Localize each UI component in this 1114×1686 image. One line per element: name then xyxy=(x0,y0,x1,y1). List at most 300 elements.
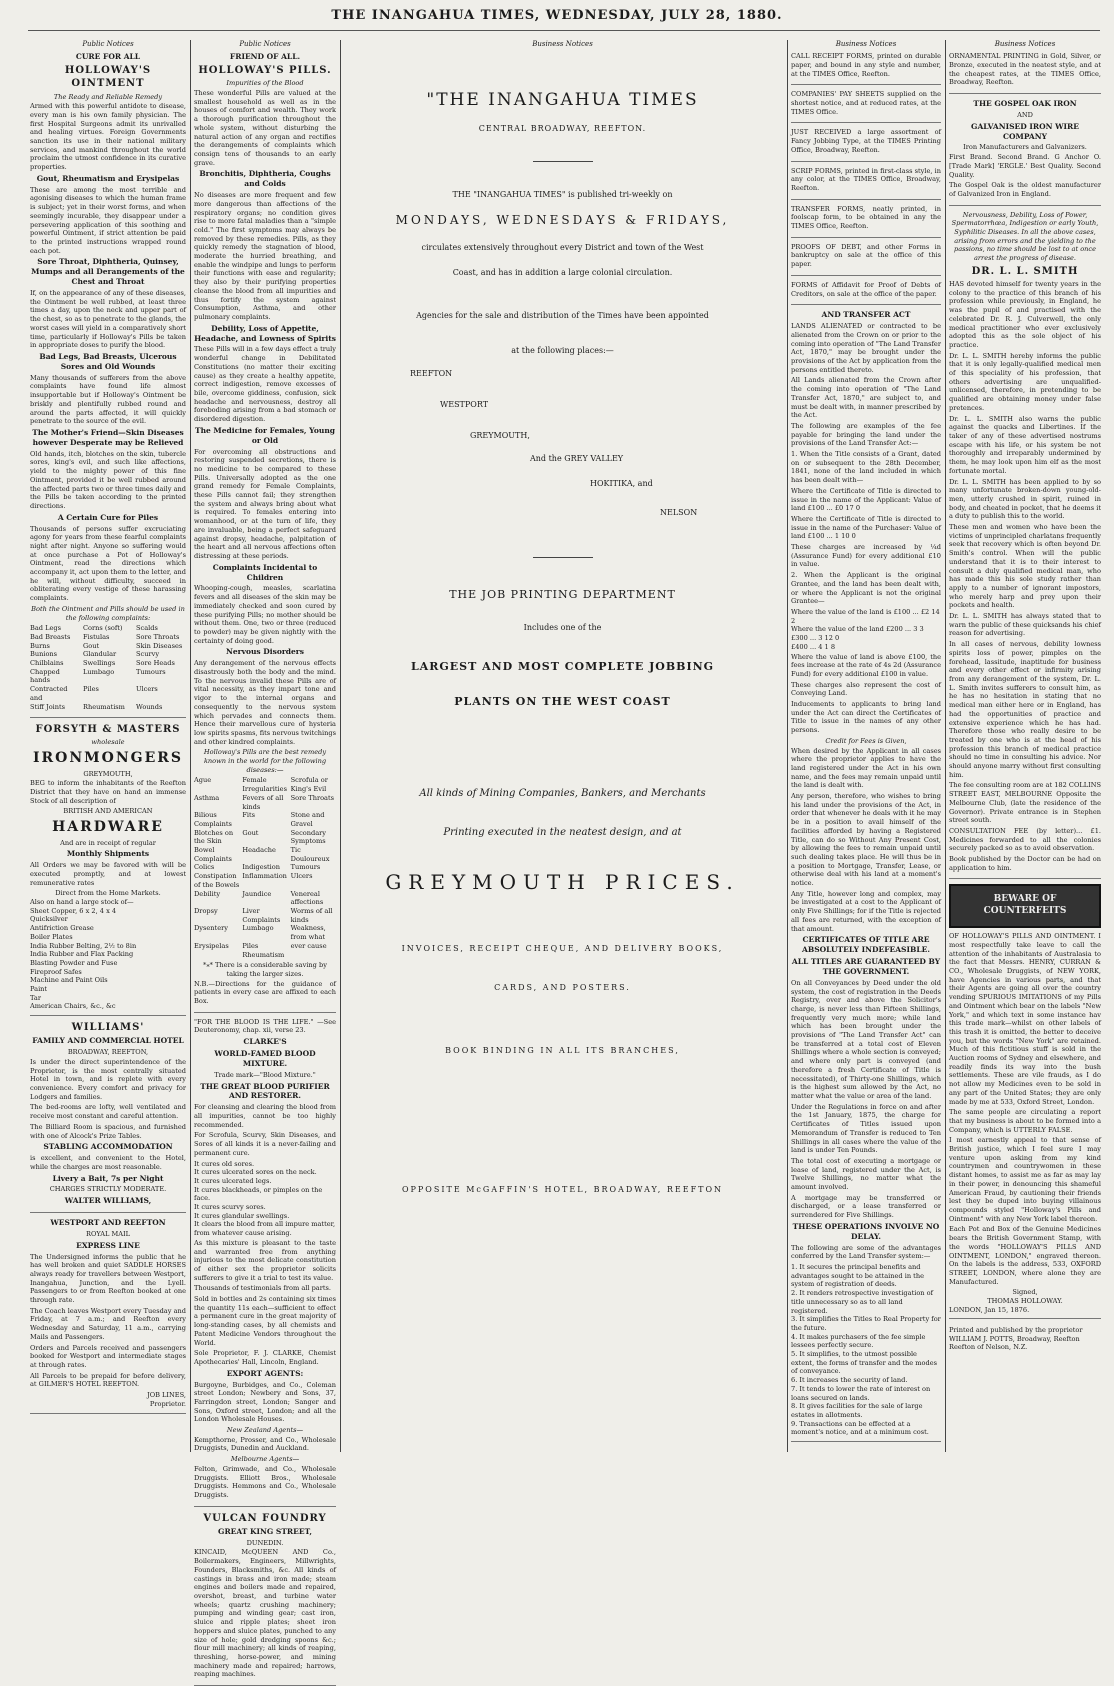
list-item: Tumours xyxy=(136,667,166,676)
ad-list-heading: Holloway's Pills are the best remedy known in the world for the following diseases:— xyxy=(203,748,327,774)
ad-paragraph: The fee consulting room are at 182 COLLINS STREET EAST, MELBOURNE Opposite the Melbourne Club, (late the residence of the Governor). Private entrance is in Stephen street south. xyxy=(949,781,1101,825)
ad-line: Direct from the Home Markets. xyxy=(55,889,161,898)
column-heading: Public Notices xyxy=(82,40,134,48)
largest-line: LARGEST AND MOST COMPLETE JOBBING xyxy=(410,660,715,673)
list-item: Piles xyxy=(83,685,99,694)
list-item: Ulcers xyxy=(290,872,313,881)
list-item: Indigestion xyxy=(242,863,280,872)
agency-town: WESTPORT xyxy=(440,400,489,409)
clarke-blood-mixture-ad xyxy=(194,1018,336,1507)
masthead-rule xyxy=(28,30,1100,31)
ad-line: And are in receipt of regular xyxy=(60,838,156,847)
list-item: Constipation of the Bowels xyxy=(194,872,240,889)
ad-paragraph: The following are some of the advantages conferred by the Land Transfer system:— xyxy=(791,1243,941,1261)
advantages-list xyxy=(791,1263,941,1437)
list-item: Headache xyxy=(242,846,276,855)
ad-paragraph: Dr. L. L. SMITH hereby informs the public that it is only legally-qualified medical men of this speciality of his profession, that others advertising are unqualified-unlicensed, therefore, in pretending to be qualified are obtaining money under false pretences. xyxy=(949,351,1101,412)
ad-paragraph: TRANSFER FORMS, neatly printed, in foolscap form, to be obtained in any the TIMES Office, Reefton. xyxy=(791,204,941,231)
fees-list xyxy=(791,608,941,652)
counterfeits-banner: BEWARE OF COUNTERFEITS xyxy=(949,884,1101,928)
times-title: "THE INANGAHUA TIMES xyxy=(426,90,699,110)
list-item: Dysentery xyxy=(194,924,228,933)
agency-town: GREYMOUTH, xyxy=(470,431,530,440)
list-item: £400 ... 4 1 8 xyxy=(791,642,836,651)
list-item: Piles xyxy=(242,941,259,950)
column-2 xyxy=(194,40,336,1679)
circulation-line: circulates extensively throughout every District and town of the West xyxy=(421,243,704,252)
list-item: Bad Breasts xyxy=(30,632,71,641)
ad-subtitle: wholesale xyxy=(91,738,125,747)
list-item: Bowel Complaints xyxy=(194,846,232,863)
list-item: 4. It makes purchasers of the fee simple lessees perfectly secure. xyxy=(791,1332,926,1350)
ad-verse: "FOR THE BLOOD IS THE LIFE." —See Deuteronomy, chap. xii, verse 23. xyxy=(194,1017,336,1035)
publication-line: THE "INANGAHUA TIMES" is published tri-weekly on xyxy=(452,190,673,199)
ad-paragraph: Dr. L. L. SMITH has always stated that to warn the public of these quicksands his chief reason for advertising. xyxy=(949,612,1101,638)
list-item: Rheumatism xyxy=(83,702,125,711)
ad-paragraph: BEG to inform the inhabitants of the Reefton District that they have on hand an immense Stock of all description of xyxy=(30,779,186,805)
ad-town: DUNEDIN. xyxy=(246,1538,284,1547)
ad-paragraph: Dr. L. L. SMITH also warns the public against the quacks and Libertines. If the taker of any of these advertised nostrums escape with his life, or his system be not thoroughly and irreparably undermined by them, he may look upon him elf as the most fortunate mortal. xyxy=(949,414,1101,475)
list-item: Jaundice xyxy=(242,889,272,898)
complaints-list xyxy=(30,624,186,711)
ad-subtitle: GREAT KING STREET, xyxy=(218,1526,312,1536)
list-item: Asthma xyxy=(194,793,220,802)
ad-paragraph: Inducements to applicants to bring land under the Act can direct the Certificates of Title to issue in the names of any other persons. xyxy=(791,700,941,735)
column-divider xyxy=(945,40,946,1452)
small-ad xyxy=(791,90,941,123)
list-item: Inflammation xyxy=(242,872,287,881)
list-item: Rheumatism xyxy=(242,950,285,959)
printer-imprint: Printed and published by the proprietor WILLIAM J. POTTS, Broadway, Reefton Reefton of Nelson, N.Z. xyxy=(949,1326,1083,1352)
ad-subhead: New Zealand Agents— xyxy=(226,1426,304,1435)
ad-list-heading: Both the Ointment and Pills should be used in the following complaints: xyxy=(31,604,185,622)
ornamental-printing-ad xyxy=(949,52,1101,94)
binding-line: BOOK BINDING IN ALL ITS BRANCHES, xyxy=(445,1046,680,1055)
ad-title: CLARKE'S xyxy=(243,1037,287,1047)
list-item: Scalds xyxy=(136,624,158,633)
plants-line: PLANTS ON THE WEST COAST xyxy=(454,695,671,708)
ad-paragraph: The bed-rooms are lofty, well ventilated and receive most constant and careful attention. xyxy=(30,1103,186,1121)
list-item: Paint xyxy=(30,985,48,994)
ad-title: HOLLOWAY'S OINTMENT xyxy=(64,65,152,90)
vulcan-foundry-ad xyxy=(194,1512,336,1686)
ad-subhead: THE GREAT BLOOD PURIFIER AND RESTORER. xyxy=(200,1081,330,1101)
list-item: Dropsy xyxy=(194,906,218,915)
list-item: Sore Heads xyxy=(136,659,175,668)
ad-paragraph: Where the value of land is above £100, the fees increase at the rate of 4s 2d (Assurance Fund) for every additional £100 in value. xyxy=(791,652,941,678)
times-address: CENTRAL BROADWAY, REEFTON. xyxy=(478,124,647,133)
ad-paragraph: The total cost of executing a mortgage or lease of land, registered under the Act, is Twelve Shillings, no matter what the amount involved. xyxy=(791,1156,941,1192)
ad-paragraph: As this mixture is pleasant to the taste and warranted free from anything injurious to the most delicate constitution of either sex the proprietor solicits sufferers to give it a trial to test its value. xyxy=(194,1238,336,1282)
printing-line: Printing executed in the neatest design, and at xyxy=(443,827,682,838)
includes-line: Includes one of the xyxy=(523,623,602,632)
ad-signature: THOMAS HOLLOWAY. xyxy=(987,1297,1063,1306)
ad-kicker: CURE FOR ALL xyxy=(75,52,141,62)
ad-paragraph: These Pills will in a few days effect a truly wonderful change in Debilitated Constitutions (no matter their exciting cause) as they create a healthy appetite, correct indigestion, remove excesses of bile, overcome giddiness, confusion, sick headache and nervousness, destroy all foreboding arising from a bad stomach or disordered digestion. xyxy=(194,345,336,424)
ad-title: WESTPORT AND REEFTON xyxy=(50,1218,166,1228)
ad-paragraph: If, on the appearance of any of these diseases, the Ointment be well rubbed, at least three times a day, upon the neck and upper part of the chest, so as to penetrate to the glands, the worst cases will yield in a comparatively short time, particularly if Holloway's Pills be taken in appropriate doses to purify the blood. xyxy=(30,289,186,350)
forsyth-masters-ad xyxy=(30,723,186,1016)
ad-paragraph: Where the Certificate of Title is directed to issue in the name of the Purchaser: Value of land £100 ... 1 10 0 xyxy=(791,514,941,541)
column-1 xyxy=(30,40,186,1454)
list-item: Liver Complaints xyxy=(242,906,281,924)
ad-subtitle: ROYAL MAIL xyxy=(86,1229,130,1238)
ad-subhead: Gout, Rheumatism and Erysipelas xyxy=(36,173,180,183)
list-item: Ague xyxy=(194,776,212,785)
cards-line: CARDS, AND POSTERS. xyxy=(494,983,631,992)
list-item: Scurvy xyxy=(136,650,160,659)
ad-paragraph: The same people are circulating a report that my business is about to be formed into a Company, which is UTTERLY FALSE. xyxy=(949,1108,1101,1134)
ad-paragraph: CONSULTATION FEE (by letter)... £1. Medicines forwarded to all the colonies securely packed so as to avoid observation. xyxy=(949,826,1101,853)
ad-paragraph: These charges are increased by ¼d (Assurance Fund) for every additional £10 in value. xyxy=(791,543,941,569)
ad-paragraph: Armed with this powerful antidote to disease, every man is his own family physician. The first Hospital Surgeons admit its unrivalled and healing virtues. Foreign Governments sanction its use in their national military services, and mankind throughout the world proclaim the utmost confidence in its curative properties. xyxy=(30,102,186,172)
list-item: 6. It increases the security of land. xyxy=(791,1376,908,1385)
small-ad xyxy=(791,205,941,238)
ad-town: GREYMOUTH, xyxy=(83,769,133,778)
ad-subhead: CERTIFICATES OF TITLE ARE ABSOLUTELY INDEFEASIBLE. xyxy=(802,935,930,955)
list-item: Female Irregularities xyxy=(242,776,287,794)
ad-note: *⁎* There is a considerable saving by taking the larger sizes. xyxy=(203,961,327,978)
times-advertisement xyxy=(340,40,785,1454)
ad-paragraph: Orders and Parcels received and passengers booked for Westport and intermediate stages at through rates. xyxy=(30,1343,186,1369)
ad-paragraph: Under the Regulations in force on and after the 1st January, 1875, the charge for Certificates of Titles issued upon Memorandum of Transfer is reduced to Ten Shillings in all cases where the value of the land is under Ten Pounds. xyxy=(791,1102,941,1155)
list-item: It cures glandular swellings. xyxy=(194,1211,290,1220)
small-ad xyxy=(791,167,941,200)
ad-paragraph: The Undersigned informs the public that he has well broken and quiet SADDLE HORSES always ready for travellers between Westport, Inangahua, Junction, and the Lyell. Passengers to or from Reefton booked at one through rate. xyxy=(30,1252,186,1305)
ad-line: CHARGES STRICTLY MODERATE. xyxy=(49,1185,167,1194)
list-item: Tic Douloureux xyxy=(290,846,330,863)
ad-paragraph: PROOFS OF DEBT, and other Forms in bankruptcy on sale at the office of this paper. xyxy=(791,242,941,269)
places-heading: at the following places:— xyxy=(511,346,614,355)
ad-paragraph: For Scrofula, Scurvy, Skin Diseases, and Sores of all kinds it is a never-failing and permanent cure. xyxy=(194,1131,336,1157)
ad-subhead: Monthly Shipments xyxy=(66,849,150,859)
all-kinds-line: All kinds of Mining Companies, Bankers, and Merchants xyxy=(419,788,706,799)
stock-list xyxy=(30,907,186,1011)
column-heading: Public Notices xyxy=(239,40,291,48)
ornament-rule xyxy=(533,161,593,162)
ad-paragraph: No diseases are more frequent and few more dangerous than affections of the respiratory organs; no condition gives rise to more fatal maladies than a "simple cold." The first symptoms may always be removed by these remedies. Pills, as they quickly remedy the stagnation of blood, moderate the hurried breathing, and enable the windpipe and lungs to perform their functions with ease and regularity; they also by their purifying properties cleanse the blood from all impurities and thus fortify the system against Consumption, Asthma, and other pulmonary complaints. xyxy=(194,191,336,321)
ad-subhead: Melbourne Agents— xyxy=(230,1455,300,1464)
ad-paragraph: LANDS ALIENATED or contracted to be alienated from the Crown on or prior to the coming into operation of "The Land Transfer Act, 1870," may be brought under the provisions of the Act by application from the persons entitled thereto. xyxy=(791,322,941,374)
ad-paragraph: Each Pot and Box of the Genuine Medicines bears the British Government Stamp, with the words "HOLLOWAY'S PILLS AND OINTMENT, LONDON," engraved thereon. On the labels is the address, 533, OXFORD STREET, LONDON, where alone they are Manufactured. xyxy=(949,1225,1101,1286)
list-item: Erysipelas xyxy=(194,941,229,950)
list-item: Skin Diseases xyxy=(136,641,183,650)
ad-paragraph: CALL RECEIPT FORMS, printed on durable paper, and bound in any style and number, at the TIMES Office, Reefton. xyxy=(791,52,941,78)
williams-hotel-ad xyxy=(30,1021,186,1213)
ad-paragraph: These men and women who have been the victims of unprincipled charlatans frequently seek that recovery which is often beyond Dr. Smith's control. When will the public understand that it is to their interest to consult a duly qualified medical man, who has made this his sole study rather than apply to a number of ignorant impostors, who merely harp and prey upon their pockets and health. xyxy=(949,523,1101,610)
agency-town: NELSON xyxy=(660,508,698,517)
ad-subhead: Bronchitis, Diphtheria, Coughs and Colds xyxy=(199,169,331,189)
ad-subhead: Nervous Disorders xyxy=(226,647,304,657)
list-item: American Chairs, &c., &c xyxy=(30,1002,116,1011)
list-item: Ulcers xyxy=(136,685,158,694)
ad-paragraph: The Billiard Room is spacious, and furnished with one of Alcock's Prize Tables. xyxy=(30,1122,186,1140)
ad-headline: IRONMONGERS xyxy=(32,750,184,767)
ad-subhead: Credit for Fees is Given, xyxy=(825,736,907,745)
ad-paragraph: Any person, therefore, who wishes to bring his land under the provisions of the Act, in order that whenever he deals with it he may be in a position to avail himself of the facilities afforded by having a Registered Title, can do so Without Any Present Cost, by allowing the fees to remain unpaid until such dealing takes place. He will thus be in a position to Mortgage, Transfer, Lease, or otherwise deal with his land at a moment's notice. xyxy=(791,792,941,888)
column-4 xyxy=(791,40,941,1454)
small-ad xyxy=(791,52,941,85)
ad-paragraph: SCRIP FORMS, printed in first-class style, in any color, at the TIMES Office, Broadway, Reefton. xyxy=(791,166,941,192)
agency-town: HOKITIKA, and xyxy=(590,479,653,488)
ad-paragraph: Thousands of testimonials from all parts. xyxy=(194,1284,332,1293)
ad-paragraph: FORMS of Affidavit for Proof of Debts of Creditors, on sale at the office of the paper. xyxy=(791,280,941,298)
list-item: It clears the blood from all impure matter, from whatever cause arising. xyxy=(194,1220,336,1238)
list-item: £300 ... 3 12 0 xyxy=(791,634,840,643)
publication-days: MONDAYS, WEDNESDAYS & FRIDAYS, xyxy=(395,213,730,227)
column-divider xyxy=(787,40,788,1452)
list-item: Venereal affections xyxy=(290,889,324,907)
list-item: Where the value of the land £200 ... 3 3 xyxy=(791,625,924,634)
list-item: Boiler Plates xyxy=(30,932,73,941)
list-item: Sore Throats xyxy=(290,793,335,802)
list-item xyxy=(194,951,239,960)
ad-subhead: Complaints Incidental to Children xyxy=(212,562,318,582)
column-heading: Business Notices xyxy=(994,40,1056,48)
ad-paragraph: These wonderful Pills are valued at the smallest household as well as in the houses of comfort and wealth. They work a thorough purification throughout the whole system, without disturbing the natural action of any organ and rectifies the derangements of complaints which consign tens of thousands to an early grave. xyxy=(194,89,336,167)
list-item: Debility xyxy=(194,889,221,898)
column-heading: Business Notices xyxy=(532,40,593,48)
list-item: Sore Throats xyxy=(136,632,180,641)
diseases-list xyxy=(194,776,336,959)
list-item xyxy=(291,951,336,960)
ad-note: N.B.—Directions for the guidance of patients in every case are affixed to each Box. xyxy=(194,979,336,1006)
ad-subhead: The Medicine for Females, Young or Old xyxy=(194,425,336,445)
list-item: Tumours xyxy=(290,863,321,872)
ad-headline: EXPRESS LINE xyxy=(76,1240,140,1250)
holloway-pills-ad xyxy=(194,52,336,1012)
agency-town: REEFTON xyxy=(410,369,453,378)
ad-paragraph: I most earnestly appeal to that sense of British justice, which I feel sure I may venture upon asking from my kind countrymen and countrywomen in these distant homes, to assist me as far as may lay in their power, in denouncing this shameful American Fraud, by cautioning their friends lest they be duped into buying villainous compounds styled "Holloway's Pills and Ointment" with any New York label thereon. xyxy=(949,1136,1101,1223)
ad-paragraph: Any derangement of the nervous effects disastrously both the body and the mind. To the nervous invalid these Pills are of vital necessity, as they impart tone and vigor to the internal organs and consequently to the nervous system which pervades and connects them. Hence their marvellous cure of hysteria low spirits spasms, fits nervous twitchings and other kindred complaints. xyxy=(194,659,336,746)
ad-paragraph: Kempthorne, Prosser, and Co., Wholesale Druggists, Dunedin and Auckland. xyxy=(194,1435,336,1453)
ad-title: VULCAN FOUNDRY xyxy=(203,1512,327,1524)
column-divider xyxy=(190,40,191,1452)
ad-paragraph: Old hands, itch, blotches on the skin, tubercle sores, king's evil, and such like affections, yield to the mighty power of this fine Ointment, provided it be well rubbed around the affected parts two or three times daily and the Pills be taken according to the printed directions. xyxy=(30,449,186,510)
ad-signature-role: Proprietor. xyxy=(149,1399,186,1408)
list-item: It cures scurvy sores. xyxy=(194,1203,266,1212)
ad-paragraph: Many thousands of sufferers from the above complaints have found life almost insupportable but if Holloway's Ointment be briskly and plentifully rubbed round and around the parts affected, it will quickly penetrate to the source of the evil. xyxy=(30,373,186,426)
ad-subhead: Sore Throat, Diphtheria, Quinsey, Mumps and all Derangements of the Chest and Throat xyxy=(31,257,185,287)
list-item: Sheet Copper, 6 x 2, 4 x 4 xyxy=(30,906,117,915)
ad-title: AND TRANSFER ACT xyxy=(821,310,911,320)
ad-subhead: Livery a Bait, 7s per Night xyxy=(52,1173,164,1183)
ad-title: FORSYTH & MASTERS xyxy=(35,724,181,736)
cures-list xyxy=(194,1160,336,1238)
small-ad xyxy=(791,281,941,305)
holloway-ointment-ad xyxy=(30,52,186,718)
westport-reefton-ad xyxy=(30,1218,186,1413)
list-item: Swellings xyxy=(83,659,116,668)
ad-paragraph: The following are examples of the fee payable for bringing the land under the provisions of the Land Transfer Act:— xyxy=(791,421,941,448)
ad-paragraph: Whooping-cough, measles, scarlatina fevers and all diseases of the skin may be immediately checked and soon cured by these purifying Pills; no mother should be without them. One, two or three (reduced to powder) may be given nightly with the certainty of doing good. xyxy=(194,584,336,645)
ad-paragraph: Sold in bottles and 2s containing six times the quantity 11s each—sufficient to effect a permanent cure in the great majority of long-standing cases, by all chemists and Patent Medicine Vendors throughout the World. xyxy=(194,1295,336,1347)
list-item: Wounds xyxy=(136,702,163,711)
ad-title: HOLLOWAY'S PILLS. xyxy=(198,65,332,77)
invoices-line: INVOICES, RECEIPT CHEQUE, AND DELIVERY BOOKS, xyxy=(401,944,724,953)
ad-subtitle: FAMILY AND COMMERCIAL HOTEL xyxy=(32,1036,184,1046)
ad-paragraph: Dr. L. L. SMITH has been applied to by so many unfortunate broken-down young-old-men, utterly crushed in spirit, ruined in body, and cheated in pocket, that he deems it a duty to publish this to the world. xyxy=(949,477,1101,521)
ad-title: DR. L. L. SMITH xyxy=(971,265,1079,277)
list-item: It cures ulcerated legs. xyxy=(194,1176,272,1185)
ad-subtitle: GALVANISED IRON WIRE COMPANY xyxy=(971,121,1079,141)
ad-title: WILLIAMS' xyxy=(71,1022,145,1034)
column-heading: Business Notices xyxy=(835,40,897,48)
list-item: Fits xyxy=(242,811,256,820)
ad-paragraph: On all Conveyances by Deed under the old system, the cost of registration in the Deeds Registry, over and above the Solicitor's charge, is never less than Fifteen Shillings, frequently very much more; while land which has been brought under the provisions of "The Land Transfer Act" can be transferred at a total cost of Eleven Shillings where a whole section is conveyed; and where only part is conveyed (and therefore a fresh Certificate of Title is necessitated), of Thirty-one Shillings, which is the highest sum allowed by the Act, no matter what the value or area of the land. xyxy=(791,978,941,1100)
office-address: OPPOSITE McGAFFIN'S HOTEL, BROADWAY, REEFTON xyxy=(401,1185,724,1194)
list-item: Chapped hands xyxy=(30,667,60,685)
ad-paragraph: HAS devoted himself for twenty years in the colony to the practice of this branch of his profession while previously, in England, he was the pupil of and practised with the celebrated Dr. R. J. Culverwell, the only medical practitioner who ever exclusively adopted this as the sole object of his practice. xyxy=(949,280,1101,349)
list-item: Scrofula or King's Evil xyxy=(290,776,328,794)
list-item: Where the value of the land is £100 ... £2 14 2 xyxy=(791,607,940,625)
circulation-line: Coast, and has in addition a large colonial circulation. xyxy=(452,268,673,277)
ad-paragraph: JUST RECEIVED a large assortment of Fancy Jobbing Type, at the TIMES Printing Office, Broadway, Reefton. xyxy=(791,128,941,154)
small-ad xyxy=(791,243,941,276)
ad-signature: Signed, xyxy=(1012,1288,1038,1297)
agency-town: And the GREY VALLEY xyxy=(530,454,624,463)
ad-paragraph: These charges also represent the cost of Conveying Land. xyxy=(791,680,941,698)
ad-paragraph: OF HOLLOWAY'S PILLS AND OINTMENT. I most respectfully take leave to call the attention of the inhabitants of Australasia to the fact that Messrs. HENRY, CURRAN & CO., Wholesale Druggists, of NEW YORK, have Agencies in various parts, and that their Agents are going all over the country vending SPURIOUS IMITATIONS of my Pills and Ointment which bear on the labels "New York," and which text in some instance hav this trade mark—whilst on other labels of this trash it is omitted, the better to deceive you, but the words "New York" are retained. Much of this fictitious stuff is sold in the Auction rooms of Sydney and elsewhere, and readily finds its way into the bush settlements. These are vile frauds, as I do not allow my Medicines even to be sold in any part of the United States; they are only made by me at 533, Oxford Street, London. xyxy=(949,932,1101,1106)
ad-line: Iron Manufacturers and Galvanizers. xyxy=(963,143,1087,152)
list-item: ever cause xyxy=(290,941,327,950)
ad-paragraph: For cleansing and clearing the blood from all impurities, cannot be too highly recommended. xyxy=(194,1103,336,1129)
list-item: 1. It secures the principal benefits and advantages sought to be attained in the system of registration of deeds. xyxy=(791,1263,924,1289)
holloway-warning-ad xyxy=(949,932,1101,1319)
ad-subhead: The Mother's Friend—Skin Diseases however Desperate may be Relieved xyxy=(32,427,184,447)
ad-paragraph: All Lands alienated from the Crown after the coming into operation of "The Land Transfer Act, 1870," are subject to, and must be dealt with, in manner prescribed by the Act. xyxy=(791,376,941,420)
ad-subhead: EXPORT AGENTS: xyxy=(226,1368,304,1378)
ad-paragraph: Sole Proprietor, F. J. CLARKE, Chemist Apothecaries' Hall, Lincoln, England. xyxy=(194,1349,336,1366)
ad-trademark: Trade mark—"Blood Mixture." xyxy=(214,1070,316,1079)
ad-subhead: STABLING ACCOMMODATION xyxy=(43,1142,173,1152)
ad-paragraph: A mortgage may be transferred or discharged, or a lease transferred or surrendered for Five Shillings. xyxy=(791,1193,941,1220)
list-item: Fireproof Safes xyxy=(30,967,82,976)
ad-paragraph: Nervousness, Debility, Loss of Power, Spermatorrhœa, Indigestion or early Youth, Syphilitic Diseases. In all the above cases, arising from errors and the yielding to the passions, no time should be lost to at once arrest the progress of disease. xyxy=(951,210,1099,263)
ad-paragraph: Is under the direct superintendence of the Proprietor, is the most centrally situated Hotel in town, and is replete with every convenience. Every comfort and privacy for Lodgers and families. xyxy=(30,1057,186,1101)
list-item: Bad Legs xyxy=(30,624,61,633)
ad-paragraph: The Coach leaves Westport every Tuesday and Friday, at 7 a.m.; and Reefton every Wednesday and Saturday, 11 a.m., carrying Mails and Passengers. xyxy=(30,1306,186,1341)
ad-paragraph: Book published by the Doctor can be had on application to him. xyxy=(949,855,1101,872)
ad-paragraph: All Parcels to be prepaid for before delivery, at GILMER'S HOTEL REEFTON. xyxy=(30,1371,186,1389)
small-ad xyxy=(791,128,941,161)
ad-subhead: ALL TITLES ARE GUARANTEED BY THE GOVERNMENT. xyxy=(791,957,941,976)
list-item: 7. It tends to lower the rate of interest on loans secured on lands. xyxy=(791,1384,931,1402)
ad-paragraph: is excellent, and convenient to the Hotel, while the charges are most reasonable. xyxy=(30,1154,186,1171)
ad-kicker: FRIEND OF ALL. xyxy=(229,52,301,62)
list-item: Contracted and xyxy=(30,685,68,702)
list-item: 2. It renders retrospective investigation of title unnecessary so as to all land registered. xyxy=(791,1289,934,1315)
ad-subtitle: WORLD-FAMED BLOOD MIXTURE. xyxy=(214,1049,316,1068)
list-item: Chilblains xyxy=(30,659,64,668)
list-item: 8. It gives facilities for the sale of large estates in allotments. xyxy=(791,1402,923,1419)
ad-paragraph: Any Title, however long and complex, may be investigated at a cost to the Applicant of only Five Shillings; for if the Title is rejected all fees are returned, with the exception of that amount. xyxy=(791,889,941,933)
list-item: Burns xyxy=(30,641,50,650)
list-item: 9. Transactions can be effected at a moment's notice, and at a minimum cost. xyxy=(791,1419,929,1437)
ad-paragraph: The Gospel Oak is the oldest manufacturer of Galvanized Iron in England. xyxy=(949,181,1101,198)
list-item: It cures old sores. xyxy=(194,1159,255,1168)
ad-line: Also on hand a large stock of— xyxy=(30,898,134,907)
ad-signature: JOB LINES, xyxy=(147,1391,186,1400)
list-item: Fistulas xyxy=(83,632,110,641)
ad-paragraph: First Brand. Second Brand. G Anchor O. [Trade Mark] 'ERGLE.' Best Quality. Second Quality. xyxy=(949,153,1101,179)
ad-paragraph: Thousands of persons suffer excruciating agony for years from these fearful complaints night after night. Anyone so suffering would at once purchase a Pot of Holloway's Ointment, read the directions which accompany it, act upon them to the letter, and he will, without difficulty, succeed in obliterating every vestige of these harassing complaints. xyxy=(30,524,186,603)
agencies-line: Agencies for the sale and distribution of the Times have been appointed xyxy=(416,311,709,320)
list-item: India Rubber Belting, 2½ to 8in xyxy=(30,941,137,950)
list-item: It cures blackheads, or pimples on the face. xyxy=(194,1185,323,1203)
list-item: Stone and Gravel xyxy=(290,811,325,828)
list-item: Weakness, from what xyxy=(290,924,326,942)
ad-paragraph: When desired by the Applicant in all cases where the proprietor applies to have the land registered under the Act in his own name, and the fees may remain unpaid until the land is dealt with. xyxy=(791,746,941,790)
ad-paragraph: These are among the most terrible and agonising diseases to which the human frame is subject; yet in their worst forms, and when seemingly incurable, they disappear under a persevering application of this soothing and powerful Ointment, if strict attention be paid to the printed instructions wrapped round each pot. xyxy=(30,185,186,255)
list-item: Machine and Paint Oils xyxy=(30,976,108,985)
list-item: Secondary Symptoms xyxy=(290,828,327,846)
small-ads xyxy=(791,52,941,305)
ad-paragraph: ORNAMENTAL PRINTING in Gold, Silver, or Bronze, executed in the neatest style, and at the cheapest rates, at the TIMES Office, Broadway, Reefton. xyxy=(949,52,1101,87)
ad-paragraph: KINCAID, McQUEEN AND Co., Boilermakers, Engineers, Millwrights, Founders, Blacksmiths, &c. All kinds of castings in brass and iron made; steam engines and boilers made and repaired, overshot, breast, and turbine water wheels; quartz crushing machinery; pumping and winding gear; cast iron, sluice and ripple plates; sheet iron hoppers and sluice plates, punched to any size of hole; gold dredging spoons &c.; flour mill machinery; all kinds of reaping, threshing, horse-power, and mining machinery made and repaired; harrows, reaping machines. xyxy=(194,1548,336,1679)
ad-paragraph: Felton, Grimwade, and Co., Wholesale Druggists. Elliott Bros., Wholesale Druggists. Hemmons and Co., Wholesale Druggists. xyxy=(194,1464,336,1499)
ad-subtitle: Impurities of the Blood xyxy=(226,79,304,88)
ad-subtitle: The Ready and Reliable Remedy xyxy=(53,92,163,101)
list-item: It cures ulcerated sores on the neck. xyxy=(194,1168,317,1177)
ad-paragraph: Where the Certificate of Title is directed to issue in the name of the Applicant: Value of land £100 ... £0 17 0 xyxy=(791,486,941,513)
ad-title: THE GOSPEL OAK IRON xyxy=(973,99,1077,109)
ad-paragraph: In all cases of nervous, debility lowness spirits loss of power, pimples on the forehead, lassitude, inaptitude for business and every other effect or infirmity arising from any derangement of the system, Dr. L. L. Smith invites sufferers to consult him, as he has no hesitation in stating that no medical man either here or in England, has had the opportunities of practice and extensive experience which he has had. Therefore those who really desire to be treated by one who is at the head of his profession this branch of medical practice should no time in consulting his advice. Nor should anyone marry without first consulting him. xyxy=(949,640,1101,779)
ad-signature: WALTER WILLIAMS, xyxy=(64,1196,152,1206)
list-item: Lumbago xyxy=(242,924,274,933)
dr-smith-ad xyxy=(949,211,1101,880)
list-item: Bilious Complaints xyxy=(194,811,232,828)
list-item: Quicksilver xyxy=(30,915,68,924)
ad-paragraph: COMPANIES' PAY SHEETS supplied on the shortest notice, and at reduced rates, at the TIMES Office. xyxy=(791,90,941,116)
ornament-rule xyxy=(533,557,593,558)
ad-subhead: A Certain Cure for Piles xyxy=(57,512,159,522)
ad-paragraph: Burgoyne, Burbidges, and Co., Coleman street London; Newbery and Sons, 37, Farringdon street, London; Sanger and Sons, Oxford street, London; and all the London Wholesale Houses. xyxy=(194,1380,336,1424)
list-item: Blotches on the Skin xyxy=(194,828,234,846)
list-item: Antifriction Grease xyxy=(30,924,94,933)
list-item: 3. It simplifies the Titles to Real Property for the future. xyxy=(791,1315,941,1332)
list-item: India Rubber and Flax Packing xyxy=(30,950,134,959)
list-item: Colics xyxy=(194,863,215,872)
list-item: Fevers of all kinds xyxy=(242,793,284,811)
ad-subhead: THESE OPERATIONS INVOLVE NO DELAY. xyxy=(792,1221,940,1241)
masthead: THE INANGAHUA TIMES, WEDNESDAY, JULY 28, 1880. xyxy=(331,8,783,23)
ad-paragraph: 1. When the Title consists of a Grant, dated on or subsequent to the 28th December, 1841, none of the land included in which has been dealt with— xyxy=(791,450,941,485)
list-item: Tar xyxy=(30,993,41,1002)
ad-address: BROADWAY, REEFTON, xyxy=(67,1048,149,1057)
list-item: Gout xyxy=(242,828,259,837)
list-item: 5. It simplifies, to the utmost possible extent, the forms of transfer and the modes of conveyance. xyxy=(791,1350,938,1376)
ad-line: BRITISH AND AMERICAN xyxy=(63,807,153,816)
list-item: Stiff Joints xyxy=(30,702,66,711)
list-item: Worms of all kinds xyxy=(290,906,333,924)
ad-paragraph: All Orders we may be favored with will be executed promptly, and at lowest remunerative rates xyxy=(30,861,186,887)
ad-subhead: Bad Legs, Bad Breasts, Ulcerous Sores and Old Wounds xyxy=(39,351,177,371)
list-item: Corns (soft) xyxy=(83,624,123,633)
job-printing-heading: THE JOB PRINTING DEPARTMENT xyxy=(449,588,676,601)
ad-paragraph: 2. When the Applicant is the original Grantee, and the land has been dealt with, or where the Applicant is not the original Grantee— xyxy=(791,571,941,606)
land-transfer-ad xyxy=(791,310,941,1442)
ad-date: LONDON, Jan 15, 1876. xyxy=(949,1305,1030,1314)
list-item: Glandular xyxy=(83,650,117,659)
ad-subhead: Debility, Loss of Appetite, Headache, and Lowness of Spirits xyxy=(194,323,336,343)
list-item: Bunions xyxy=(30,650,58,659)
column-5 xyxy=(949,40,1101,1454)
list-item: Gout xyxy=(83,641,100,650)
gospel-oak-ad xyxy=(949,99,1101,206)
ad-headline: HARDWARE xyxy=(52,819,164,836)
list-item: Blasting Powder and Fuse xyxy=(30,958,118,967)
